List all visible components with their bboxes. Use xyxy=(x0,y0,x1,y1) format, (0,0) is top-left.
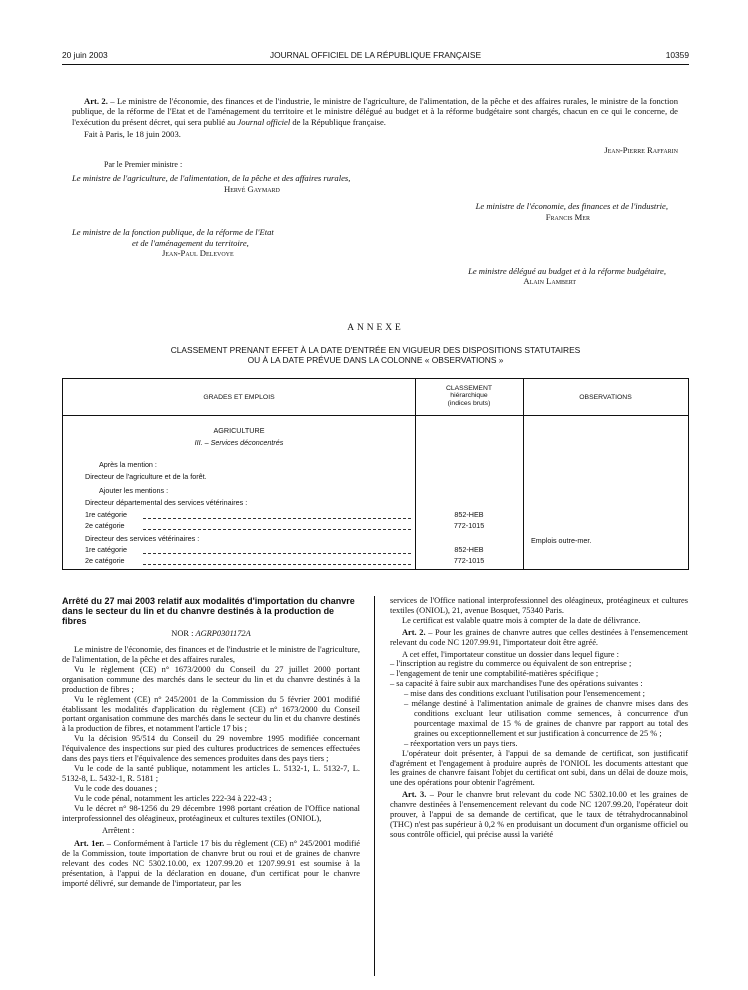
article-2-paragraph xyxy=(72,96,678,127)
col-header-grades: GRADES ET EMPLOIS xyxy=(203,394,275,401)
observation-outre-mer: Emplois outre-mer. xyxy=(531,536,592,545)
dash-item-2: – l'engagement de tenir une comptabilité-matières spécifique ; xyxy=(390,669,599,679)
col-header-classement-2: hiérarchique xyxy=(450,392,488,400)
right-column xyxy=(390,596,688,840)
leader-dots xyxy=(143,564,411,565)
col-header-classement-1: CLASSEMENT xyxy=(445,385,493,392)
right-p3: A cet effet, l'importateur constitue un dossier dans lequel figure : xyxy=(402,649,619,659)
minister-economy-name: Francis Mer xyxy=(545,211,590,222)
row-2e-categorie-b-value: 772-1015 xyxy=(453,556,485,565)
minister-agriculture-title: Le ministre de l'agriculture, de l'alimentation, de la pêche et des affaires rurales, xyxy=(72,173,351,184)
article-3-text: – Pour le chanvre brut relevant du code NC 5302.10.00 et les graines de chanvre destinées à l'ensemencement relevant du code NC 1207.99.20, l'opérateur doit prouver, à l'appui de sa demande de certificat, que le taux de tétrahydrocannabinol (THC) n'est pas supérieur à 0,2 % en produisant un document d'un organisme officiel ou sous contrôle officiel, qui précise aussi la variété xyxy=(390,790,688,839)
right-p4: L'opérateur doit présenter, à l'appui de sa demande de certificat, son justificatif d'agrément et l'engagement à produire auprès de l'ONIOL les documents attestant que les graines de chanvre faisant l'objet du certificat ont subi, dans un délai de douze mois, une des opérations pour obtenir l'agrément. xyxy=(390,748,688,788)
column-rule xyxy=(374,596,375,976)
table-divider-1 xyxy=(415,379,416,569)
minister-budget-name: Alain Lambert xyxy=(523,276,576,287)
row-1re-categorie-a-value: 852-HEB xyxy=(454,510,484,519)
dash-item-1: – l'inscription au registre du commerce ou équivalent de son entreprise ; xyxy=(390,659,632,669)
row-2e-categorie-b xyxy=(85,557,411,567)
arretent: Arrêtent : xyxy=(102,826,135,836)
article-2b-label: Art. 2. xyxy=(402,627,426,637)
article-2-end: de la République française. xyxy=(290,116,386,127)
article-2-text: – Le ministre de l'économie, des finances et de l'industrie, le ministre de l'agriculture, de l'alimentation, de la pêche et des affaires rurales, le ministre de la fonction publique, de la réforme de l'Etat et de l'aménagement du territoire et le ministre délégué au budget et à la réforme budgétaire sont chargés, chacun en ce qui le concerne, de l'exécution du présent décret, qui sera publié au xyxy=(72,96,678,127)
annexe-title: ANNEXE xyxy=(347,323,404,333)
annexe-subtitle-line-2: OU À LA DATE PRÉVUE DANS LA COLONNE « OBSERVATIONS » xyxy=(247,355,504,366)
row-2e-categorie-a xyxy=(85,522,411,532)
row-directeur-departemental: Directeur départemental des services vétérinaires : xyxy=(85,498,248,507)
leader-dots xyxy=(143,553,411,554)
minister-budget-title: Le ministre délégué au budget et à la réforme budgétaire, xyxy=(468,265,666,276)
right-p1: services de l'Office national interprofessionnel des oléagineux, protéagineux et cultures textiles (ONIOL), 21, avenue Bosquet, 75340 Paris. xyxy=(390,596,688,615)
arrete-title: Arrêté du 27 mai 2003 relatif aux modalités d'importation du chanvre dans le secteur du lin et du chanvre destinés à la production de fibres xyxy=(62,596,355,627)
table-divider-2 xyxy=(523,379,524,569)
fait-a-paris: Fait à Paris, le 18 juin 2003. xyxy=(84,129,181,140)
row-apres-mention: Après la mention : xyxy=(99,460,157,469)
annexe-subtitle-line-1: CLASSEMENT PRENANT EFFET À LA DATE D'ENTRÉE EN VIGUEUR DES DISPOSITIONS STATUTAIRES xyxy=(170,345,581,355)
annexe-subtitle xyxy=(62,345,689,366)
article-2b-paragraph xyxy=(390,628,688,648)
nor-line xyxy=(62,629,360,639)
left-p5: Vu le code de la santé publique, notamment les articles L. 5132-1, L. 5132-7, L. 5132-8, L. 5432-1, R. 5181 ; xyxy=(62,764,360,783)
row-1re-categorie-a xyxy=(85,511,411,521)
par-premier-ministre: Par le Premier ministre : xyxy=(104,160,183,170)
leader-dots xyxy=(143,529,411,530)
left-p6: Vu le code des douanes ; xyxy=(74,783,157,793)
left-p4: Vu la décision 95/514 du Conseil du 29 novembre 1995 modifiée concernant l'équivalence des inspections sur pied des cultures productrices de semences effectuées dans des pays tiers et l'équivalence des semences produites dans des pays tiers ; xyxy=(62,734,360,764)
prime-minister-signature: Jean-Pierre Raffarin xyxy=(604,144,678,155)
col-header-classement xyxy=(415,385,523,407)
minister-agriculture-name: Hervé Gaymard xyxy=(224,183,280,194)
left-column xyxy=(62,596,360,889)
left-p8: Vu le décret n° 98-1256 du 29 décembre 1998 portant création de l'Office national interprofessionnel des oléagineux, protéagineux et cultures textiles (ONIOL), xyxy=(62,803,360,823)
article-2b-text: – Pour les graines de chanvre autres que celles destinées à l'ensemencement relevant du code NC 1207.99.91, l'importateur doit être agréé. xyxy=(390,627,688,647)
dash-item-3a: – mise dans des conditions excluant l'utilisation pour l'ensemencement ; xyxy=(404,689,645,699)
row-directeur-services: Directeur des services vétérinaires : xyxy=(85,534,200,543)
annexe-table xyxy=(62,378,689,570)
col-header-classement-3: (indices bruts) xyxy=(447,399,491,407)
row-label: 2e catégorie xyxy=(85,556,125,565)
article-2-label: Art. 2. xyxy=(84,96,108,106)
minister-civil-service-title-1: Le ministre de la fonction publique, de la réforme de l'Etat xyxy=(72,227,274,238)
article-1-paragraph xyxy=(62,839,360,889)
row-directeur-agriculture: Directeur de l'agriculture et de la forêt. xyxy=(85,472,207,481)
header-page-number: 10359 xyxy=(665,50,689,60)
journal-officiel-ref: Journal officiel xyxy=(237,116,291,127)
right-p2: Le certificat est valable quatre mois à compter de la date de délivrance. xyxy=(402,615,641,625)
subsection-services: III. – Services déconcentrés xyxy=(194,438,284,447)
header-date: 20 juin 2003 xyxy=(62,50,108,60)
dash-item-3: – sa capacité à faire subir aux marchandises l'une des opérations suivantes : xyxy=(390,679,643,689)
left-p2: Vu le règlement (CE) n° 1673/2000 du Conseil du 27 juillet 2000 portant organisation commune des marchés dans le secteur du lin et du chanvre destinés à la production de fibres ; xyxy=(62,664,360,694)
section-agriculture: AGRICULTURE xyxy=(213,426,265,435)
row-label: 1re catégorie xyxy=(85,545,127,554)
article-1-text: – Conformément à l'article 17 bis du règlement (CE) n° 245/2001 modifié de la Commission, toute importation de chanvre brut ou roui et de graines de chanvre relevant des codes NC 5302.10.00, ex 1207.99.20 et 1207.99.91 est soumise à la présentation, à l'appui de la déclaration en douane, d'un certificat pour le chanvre importé délivré, sur demande de l'importateur, par les xyxy=(62,839,360,888)
nor-code: AGRP0301172A xyxy=(195,629,251,639)
minister-civil-service-title-2: et de l'aménagement du territoire, xyxy=(132,237,249,248)
page-header xyxy=(62,50,689,64)
dash-item-3b: – mélange destiné à l'alimentation animale de graines de chanvre mises dans des conditions excluant leur utilisation comme semences, à concurrence d'un pourcentage maximal de 15 % de graines de chanvre par rapport au total des graines ou exceptionnellement et sur justification à concurrence de 25 % ; xyxy=(404,699,688,738)
minister-economy-title: Le ministre de l'économie, des finances et de l'industrie, xyxy=(475,201,668,212)
row-ajouter-mentions: Ajouter les mentions : xyxy=(99,486,169,495)
article-3-label: Art. 3. xyxy=(402,790,427,800)
row-1re-categorie-b xyxy=(85,546,411,556)
article-1-label: Art. 1er. xyxy=(74,839,105,849)
nor-label: NOR : xyxy=(171,629,196,639)
leader-dots xyxy=(143,518,411,519)
row-label: 1re catégorie xyxy=(85,510,127,519)
minister-civil-service-name: Jean-Paul Delevoye xyxy=(162,248,234,259)
left-p7: Vu le code pénal, notamment les articles 222-34 à 222-43 ; xyxy=(74,793,272,803)
left-p3: Vu le règlement (CE) n° 245/2001 de la Commission du 5 février 2001 modifié établissant les modalités d'application du règlement (CE) n° 1673/2000 du Conseil portant organisation commune des marchés dans le secteur du lin et du chanvre destinés à la production de fibres, et notamment l'article 17 bis ; xyxy=(62,694,360,734)
table-header-rule xyxy=(63,415,688,416)
left-p1: Le ministre de l'économie, des finances et de l'industrie et le ministre de l'agriculture, de l'alimentation, de la pêche et des affaires rurales, xyxy=(62,645,360,665)
row-2e-categorie-a-value: 772-1015 xyxy=(453,521,485,530)
decree-end xyxy=(72,96,678,287)
article-3-paragraph xyxy=(390,790,688,840)
dash-item-3c: – réexportation vers un pays tiers. xyxy=(404,738,518,748)
header-rule xyxy=(62,64,689,65)
header-journal-title: JOURNAL OFFICIEL DE LA RÉPUBLIQUE FRANÇAISE xyxy=(269,50,482,60)
row-1re-categorie-b-value: 852-HEB xyxy=(454,545,484,554)
row-label: 2e catégorie xyxy=(85,521,125,530)
col-header-observations: OBSERVATIONS xyxy=(579,394,632,401)
